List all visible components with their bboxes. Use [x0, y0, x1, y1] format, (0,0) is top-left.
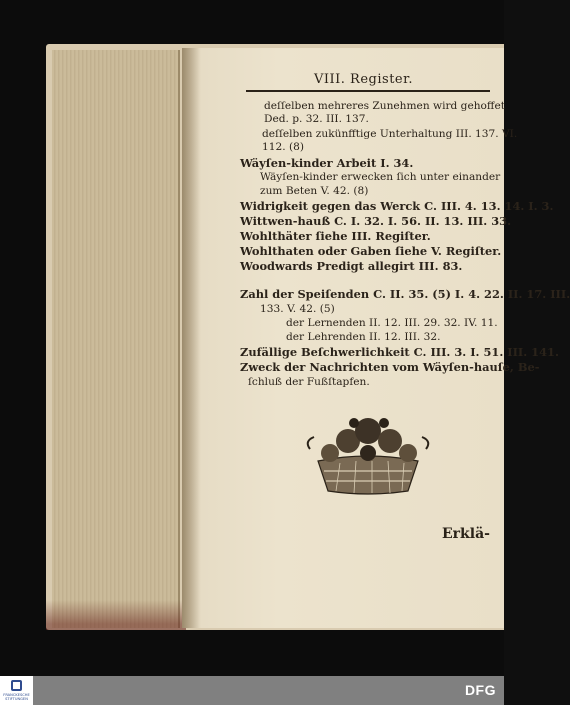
index-entry: Wäyſen-kinder Arbeit I. 34. [240, 156, 414, 170]
index-line: Ded. p. 32. III. 137. [264, 113, 369, 125]
index-line: ſchluß der Fußſtapfen. [248, 376, 370, 388]
index-line: deſſelben mehreres Zunehmen wird gehoffet [264, 100, 505, 112]
index-line: 133. V. 42. (5) [260, 303, 335, 315]
index-entry: Wittwen-hauß C. I. 32. I. 56. II. 13. III. 33. [240, 214, 512, 228]
index-entry: Zufällige Beſchwerlichkeit C. III. 3. I. 51. III. 141. [240, 345, 559, 359]
index-entry: Wohlthäter ſiehe III. Regiſter. [240, 229, 431, 243]
catchword: Erklä- [442, 526, 490, 542]
running-head: VIII. Register. [314, 72, 414, 87]
viewer-footer [0, 676, 504, 705]
index-line: der Lernenden II. 12. III. 29. 32. IV. 11. [286, 317, 498, 329]
logo-caption: FRANCKESCHE STIFTUNGEN [3, 693, 30, 701]
header-rule [246, 90, 490, 92]
index-entry: Wohlthaten oder Gaben ſiehe V. Regiſter. [240, 244, 502, 258]
franckesche-stiftungen-icon [11, 680, 22, 691]
gutter-shadow [182, 48, 200, 628]
dfg-logo[interactable]: DFG [464, 682, 496, 698]
index-entry: Widrigkeit gegen das Werck C. III. 4. 13. 14. I. 3. [240, 199, 554, 213]
index-line: der Lehrenden II. 12. III. 32. [286, 331, 441, 343]
index-line: zum Beten V. 42. (8) [260, 185, 369, 197]
index-entry: Zahl der Speiſenden C. II. 35. (5) I. 4. 22. II. 17. III. [240, 287, 570, 301]
index-entry: Woodwards Predigt allegirt III. 83. [240, 259, 463, 273]
index-entry: Zweck der Nachrichten vom Wäyſen-hauſe, Be- [240, 360, 540, 374]
fruit-basket-vignette [300, 411, 436, 495]
index-line: Wäyſen-kinder erwecken ſich unter einander [260, 171, 501, 183]
book-page-edges [52, 50, 180, 628]
book-binding-edge [46, 600, 186, 630]
index-line: deſſelben zukünfftige Unterhaltung III. 137. VI. [262, 128, 518, 140]
book-page [182, 48, 570, 628]
institution-logo[interactable] [0, 676, 33, 705]
index-line: 112. (8) [262, 141, 304, 153]
